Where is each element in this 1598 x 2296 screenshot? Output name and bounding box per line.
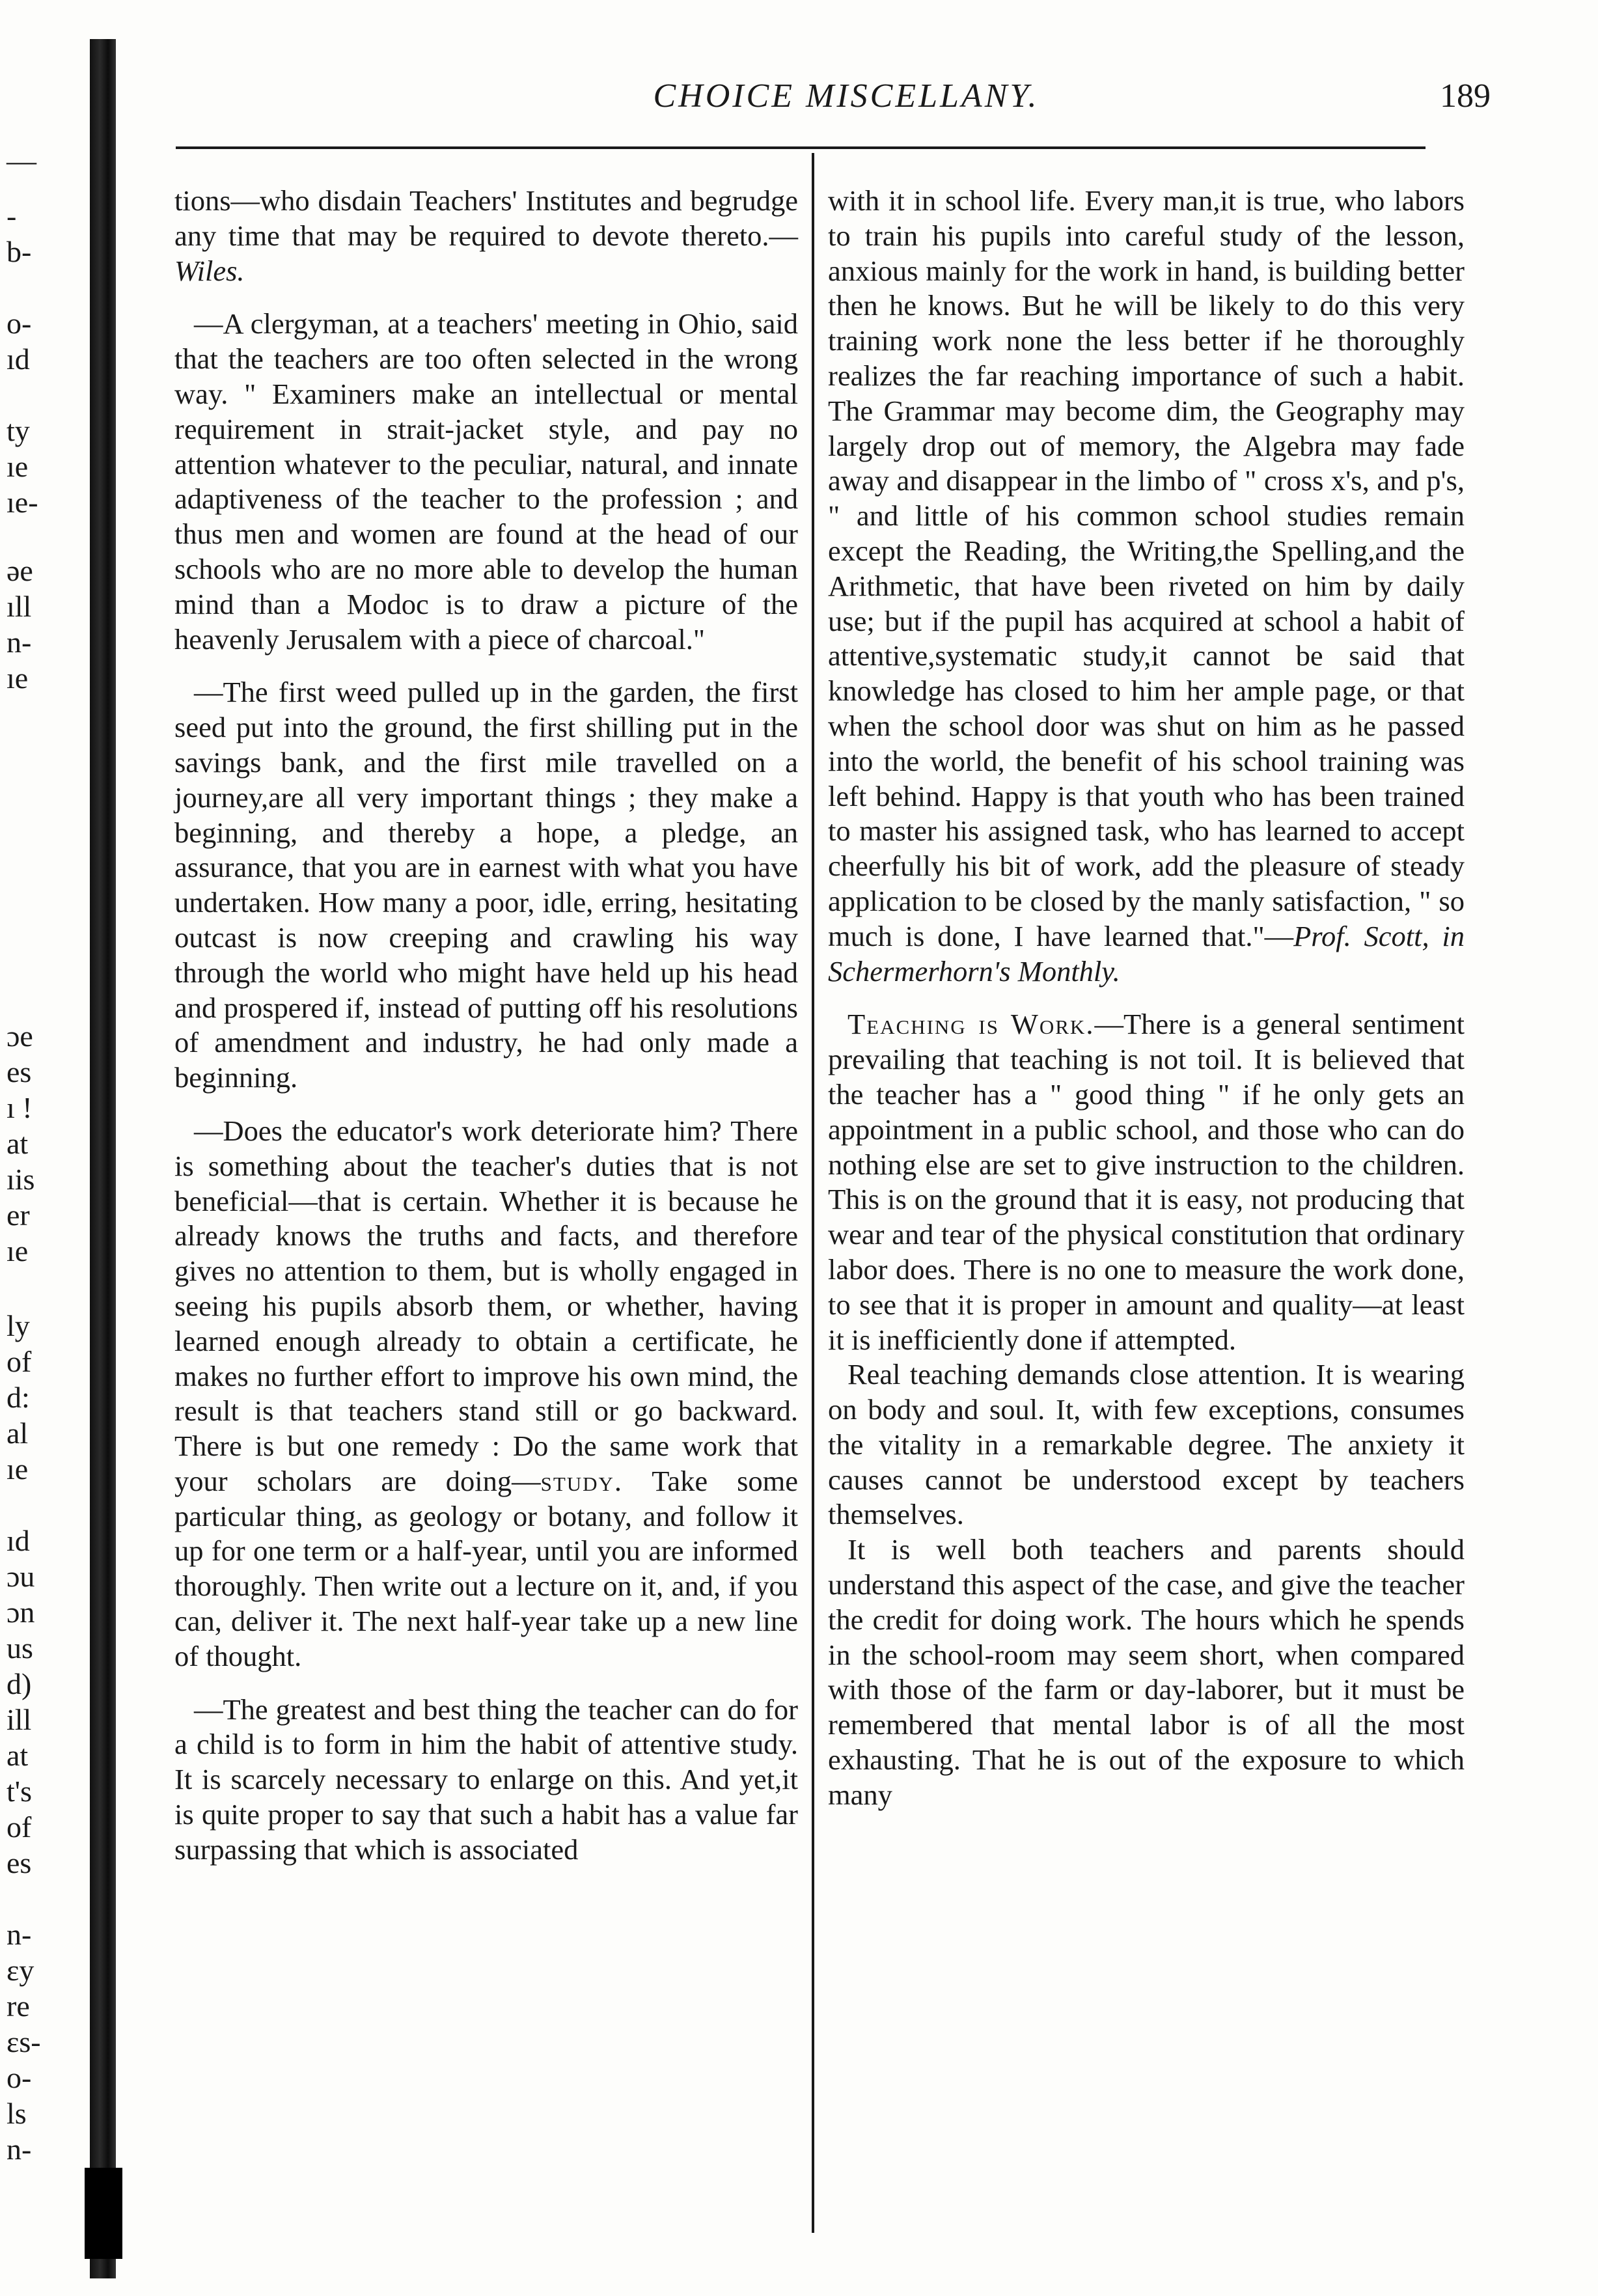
page-number: 189 <box>1440 77 1491 115</box>
margin-fragment: ıe <box>7 661 29 695</box>
header-rule <box>176 146 1426 149</box>
margin-fragment: ıll <box>7 590 32 623</box>
margin-fragment: ıe <box>7 1452 29 1486</box>
margin-fragment: ı ! <box>7 1091 33 1124</box>
paragraph-educator <box>174 1114 798 1674</box>
margin-fragment: es <box>7 1846 32 1879</box>
emphasis-study: study. <box>540 1464 624 1497</box>
margin-fragment: o- <box>7 2061 32 2094</box>
paragraph-text: —Does the educator's work deteriorate him? There is something about the teacher's duties that is not beneficial—that is certain. Whether it is because he already knows the truths and facts, and therefore gives no attention to them, but is wholly engaged in seeing his pupils absorb them, or whether, having learned enough already to obtain a certificate, he makes no further effort to improve his own mind, the result is that teachers stand still or go backward. There is but one remedy : Do the same work that your scholars are doing— <box>174 1114 798 1497</box>
margin-fragment: əe <box>7 554 33 587</box>
paragraph-greatest-thing: —The greatest and best thing the teacher can do for a child is to form in him the habit of attentive study. It is scarcely necessary to enlarge on this. And yet,it is quite proper to say that such a habit has a value far surpassing that which is associated <box>174 1693 798 1866</box>
margin-fragment: of <box>7 1345 32 1378</box>
margin-fragment: of <box>7 1810 32 1844</box>
margin-fragment: ıe- <box>7 486 38 519</box>
margin-fragment: d: <box>7 1381 30 1414</box>
paragraph-continuation <box>174 184 798 288</box>
section-heading: Teaching is Work. <box>847 1008 1095 1041</box>
margin-fragment: re <box>7 1989 30 2023</box>
paragraph-first-weed: —The first weed pulled up in the garden, the first seed put into the ground, the first shilling put in the savings bank, and the first mile travelled on a journey,are all very important things ; they make a beginning, and thereby a hope, a pledge, an assurance, that you are in earnest with what you have undertaken. How many a poor, idle, erring, hesitating outcast is now creeping and crawling his way through the world who might have held up his head and prospered if, instead of putting off his resolutions of amendment and industry, he had only made a beginning. <box>174 676 798 1094</box>
margin-fragment: n- <box>7 626 32 659</box>
paragraph-text: tions—who disdain Teachers' Institutes and begrudge any time that may be required to devote thereto.— <box>174 184 798 252</box>
right-column <box>828 184 1465 1813</box>
margin-fragment: ly <box>7 1309 30 1342</box>
margin-fragment: at <box>7 1127 29 1160</box>
source-attribution: Wiles. <box>174 254 245 287</box>
facing-page-fragments <box>0 0 88 2296</box>
margin-fragment: ɛy <box>7 1954 34 1987</box>
margin-fragment: ɔe <box>7 1019 33 1053</box>
margin-fragment: us <box>7 1631 33 1665</box>
margin-fragment: er <box>7 1198 30 1232</box>
paragraph-real-teaching: Real teaching demands close attention. It is wearing on body and soul. It, with few exceptions, consumes the vitality in a remarkable degree. The anxiety it causes cannot be understood except by teachers themselves. <box>828 1358 1465 1531</box>
margin-fragment: ıis <box>7 1163 35 1196</box>
margin-fragment: at <box>7 1739 29 1772</box>
margin-fragment: ɔn <box>7 1596 35 1629</box>
margin-fragment: o- <box>7 307 32 340</box>
margin-fragment: ɛs- <box>7 2025 41 2058</box>
margin-fragment: b- <box>7 235 32 268</box>
margin-fragment: ıe <box>7 450 29 483</box>
running-title: CHOICE MISCELLANY. <box>653 77 1040 115</box>
margin-fragment: d) <box>7 1667 32 1700</box>
margin-fragment: n- <box>7 2133 32 2166</box>
margin-fragment: ill <box>7 1703 32 1736</box>
left-column <box>174 184 798 1868</box>
paragraph-clergyman: —A clergyman, at a teachers' meeting in Ohio, said that the teachers are too often selected in the wrong way. " Examiners make an intellectual or mental requirement in strait-jacket style, and pay no attention whatever to the peculiar, natural, and innate adaptiveness of the teacher to the profession ; and thus men and women are found at the head of our schools who are no more able to develop the human mind than a Modoc is to draw a picture of the heavenly Jerusalem with a piece of charcoal." <box>174 307 798 656</box>
paragraph-continuation <box>828 184 1465 989</box>
margin-fragment: es <box>7 1055 32 1088</box>
margin-fragment: al <box>7 1417 29 1450</box>
paragraph-text: Take some particular thing, as geology or botany, and follow it up for one term or a half-year, until you are informed thoroughly. Then write out a lecture on it, and, if you can, deliver it. The next half-year take up a new line of thought. <box>174 1464 798 1672</box>
margin-fragment: ls <box>7 2097 27 2130</box>
paragraph-well-both: It is well both teachers and parents should understand this aspect of the case, and give the teacher the credit for doing work. The hours which he spends in the school-room may seem short, when compared with those of the farm or day-laborer, but it must be remembered that mental labor is of all the most exhausting. That he is out of the exposure to which many <box>828 1533 1465 1811</box>
margin-fragment: ıe <box>7 1234 29 1267</box>
margin-fragment: — <box>7 144 36 177</box>
paragraph-teaching-is-work <box>828 1007 1465 1357</box>
column-divider <box>812 153 814 2233</box>
margin-fragment: ɔu <box>7 1560 35 1593</box>
binding-gutter <box>90 39 116 2278</box>
binding-edge <box>85 2168 122 2259</box>
margin-fragment: t's <box>7 1775 32 1808</box>
paragraph-text: with it in school life. Every man,it is true, who labors to train his pupils into careful study of the lesson, anxious mainly for the work in hand, is building better then he knows. But he will be likely to do this very training work none the less better if he thoroughly realizes the far reaching importance of such a habit. The Grammar may become dim, the Geography may largely drop out of memory, the Algebra may fade away and disappear in the limbo of " cross x's, and p's, " and little of his common school studies remain except the Reading, the Writing,the Spelling,and the Arithmetic, that have been riveted on him by daily use; but if the pupil has acquired at school a habit of attentive,systematic study,it cannot be said that knowledge has closed to him her ample page, or that when the school door was shut on him as he passed into the world, the benefit of his school training was left behind. Happy is that youth who has been trained to master his assigned task, who has learned to accept cheerfully his bit of work, add the pleasure of steady application to be closed by the manly satisfaction, " so much is done, I have learned that."— <box>828 184 1465 952</box>
margin-fragment: n- <box>7 1918 32 1951</box>
margin-fragment: ıd <box>7 1524 30 1557</box>
paragraph-text: —There is a general sentiment prevailing that teaching is not toil. It is believed that the teacher has a " good thing " if he only gets an appointment in a public school, and those who can do nothing else are set to give instruction to the children. This is on the ground that it is easy, not producing that wear and tear of the physical constitution that ordinary labor does. There is no one to measure the work done, to see that it is proper in amount and quality—at least it is inefficiently done if attempted. <box>828 1008 1465 1356</box>
source-attribution: Prof. Scott, in Schermerhorn's Monthly. <box>828 919 1465 988</box>
margin-fragment: - <box>7 199 17 232</box>
margin-fragment: ıd <box>7 342 30 376</box>
margin-fragment: ty <box>7 414 30 447</box>
